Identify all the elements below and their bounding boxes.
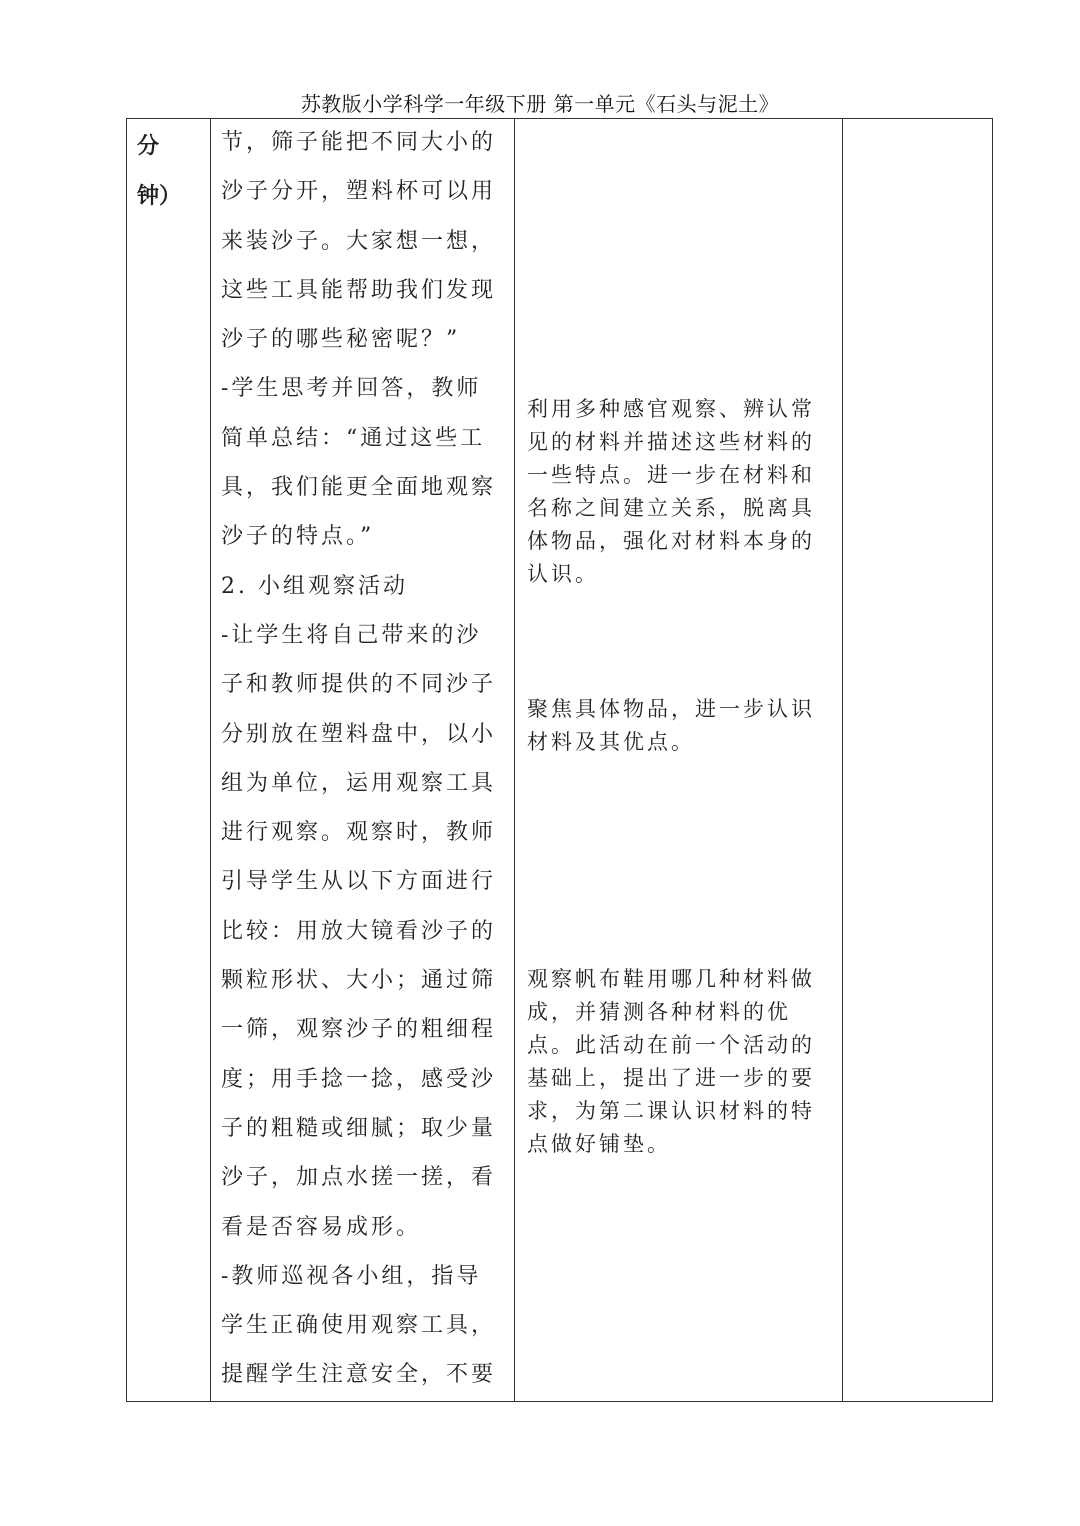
activity-line: 沙子的特点。” (221, 524, 375, 550)
activity-line: 沙子的哪些秘密呢？” (221, 327, 461, 353)
activity-line: 子的粗糙或细腻；取少量 (221, 1115, 497, 1141)
intent-line: 成，并猜测各种材料的优 (527, 1000, 791, 1024)
time-line: 分 (137, 133, 160, 159)
intent-line: 认识。 (527, 562, 599, 586)
activity-line: 具，我们能更全面地观察 (221, 475, 497, 501)
intent-line: 材料及其优点。 (527, 730, 695, 754)
design-intent-cell (515, 119, 843, 1402)
activity-line: 一筛，观察沙子的粗细程 (221, 1017, 497, 1043)
lesson-plan-table (126, 118, 993, 1402)
activity-line: 学生正确使用观察工具， (221, 1313, 497, 1339)
time-cell (127, 119, 211, 1402)
design-intent-paragraph (527, 393, 835, 591)
activity-line: -学生思考并回答，教师 (221, 376, 482, 402)
activity-line: 进行观察。观察时，教师 (221, 820, 497, 846)
intent-line: 见的材料并描述这些材料的 (527, 430, 815, 454)
table-row (127, 119, 993, 1402)
activity-line: 组为单位，运用观察工具 (221, 770, 497, 796)
page-header: 苏教版小学科学一年级下册 第一单元《石头与泥土》 (300, 92, 780, 116)
activity-line: 颗粒形状、大小；通过筛 (221, 968, 497, 994)
activity-heading: 2. 小组观察活动 (221, 573, 408, 599)
activity-line: 来装沙子。大家想一想， (221, 228, 497, 254)
activity-cell (211, 119, 515, 1402)
intent-line: 聚焦具体物品，进一步认识 (527, 697, 815, 721)
activity-line: 看是否容易成形。 (221, 1214, 422, 1240)
activity-line: 节，筛子能把不同大小的 (221, 130, 497, 155)
intent-line: 体物品，强化对材料本身的 (527, 529, 815, 553)
activity-line: 引导学生从以下方面进行 (221, 869, 497, 895)
activity-line: -教师巡视各小组，指导 (221, 1263, 482, 1289)
intent-line: 一些特点。进一步在材料和 (527, 463, 815, 487)
activity-line: 沙子，加点水搓一搓，看 (221, 1165, 497, 1191)
activity-line: 比较：用放大镜看沙子的 (221, 918, 497, 944)
intent-line: 基础上，提出了进一步的要 (527, 1066, 815, 1090)
activity-line: 度；用手捻一捻，感受沙 (221, 1066, 497, 1092)
activity-line: 简单总结：“通过这些工 (221, 425, 486, 451)
activity-line: 提醒学生注意安全，不要 (221, 1362, 497, 1388)
intent-line: 观察帆布鞋用哪几种材料做 (527, 967, 815, 991)
intent-line: 点做好铺垫。 (527, 1132, 671, 1156)
design-intent-paragraph (527, 693, 835, 759)
intent-line: 利用多种感官观察、辨认常 (527, 397, 815, 421)
intent-line: 名称之间建立关系，脱离具 (527, 496, 815, 520)
intent-line: 求，为第二课认识材料的特 (527, 1099, 815, 1123)
note-cell (843, 119, 993, 1402)
design-intent-paragraph (527, 963, 835, 1161)
activity-line: 子和教师提供的不同沙子 (221, 672, 497, 698)
activity-line: 这些工具能帮助我们发现 (221, 277, 497, 303)
activity-line: 沙子分开，塑料杯可以用 (221, 179, 497, 205)
activity-line: -让学生将自己带来的沙 (221, 622, 482, 648)
activity-line: 分别放在塑料盘中，以小 (221, 721, 497, 747)
time-line: 钟） (137, 183, 182, 209)
intent-line: 点。此活动在前一个活动的 (527, 1033, 815, 1057)
